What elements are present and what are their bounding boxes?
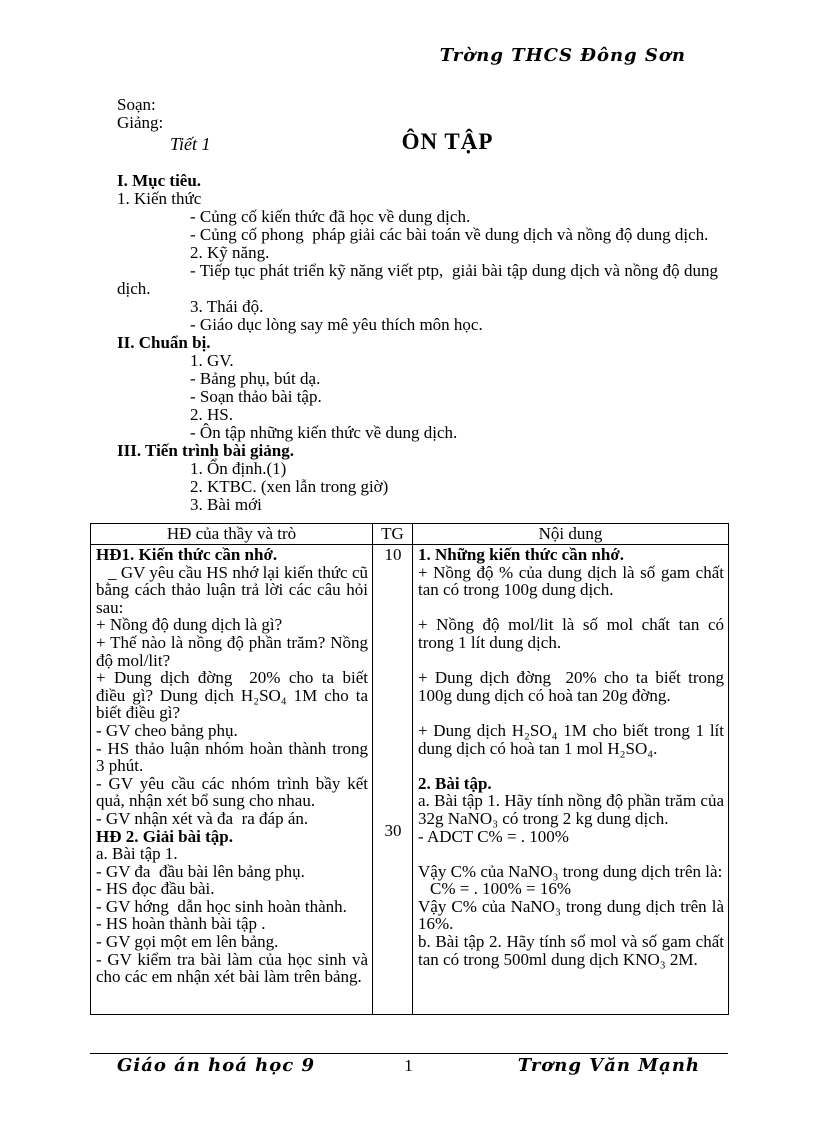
outline-item: - Soạn thảo bài tập. (190, 387, 322, 406)
lesson-activity-table (90, 523, 729, 1015)
col-header-time: TG (373, 524, 413, 545)
outline-item: - Giáo dục lòng say mê yêu thích môn học. (190, 315, 483, 334)
activity-line: - HS thảo luận nhóm hoàn thành trong 3 phút. (96, 738, 372, 776)
page-content (90, 0, 728, 1015)
content-cell (413, 545, 729, 1015)
section-heading-muc-tieu: I. Mục tiêu. (117, 171, 202, 190)
table-body-row (91, 545, 729, 1015)
lesson-meta (117, 96, 728, 132)
activity-line: - GV nhận xét và đa ra đáp án. (96, 808, 309, 828)
activity-line: + Nồng độ dung dịch là gì? (96, 615, 283, 635)
content-line: + Dung dịch đờng 20% cho ta biết trong 100g dung dịch có hoà tan 20g đờng. (418, 668, 728, 705)
giang-label: Giảng: (117, 113, 164, 132)
content-line: + Dung dịch H₂SO₄ 1M cho biết trong 1 lít dung dịch có hoà tan 1 mol H₂SO₄. (418, 720, 728, 758)
activity-line: - GV hớng dẫn học sinh hoàn thành. (96, 896, 347, 916)
outline-item: - Bảng phụ, bút dạ. (190, 369, 321, 388)
col-header-content: Nội dung (413, 524, 729, 545)
activity-line: - GV yêu cầu các nhóm trình bầy kết quả, nhận xét bổ sung cho nhau. (96, 773, 372, 811)
content-line: + Nồng độ mol/lit là số mol chất tan có trong 1 lít dung dịch. (418, 615, 728, 652)
blank-line (418, 652, 724, 670)
title-row (117, 129, 728, 163)
lesson-outline (117, 171, 723, 514)
outline-item: - Ôn tập những kiến thức về dung dịch. (190, 423, 458, 442)
blank-line (418, 599, 724, 617)
time-value-1: 10 (384, 545, 402, 564)
blank-line (418, 757, 724, 775)
outline-item: 3. Bài mới (190, 495, 262, 514)
activity-cell (91, 545, 373, 1015)
outline-item: - Tiếp tục phát triển kỹ năng viết ptp, giải bài tập dung dịch và nồng độ dung dịch. (117, 261, 723, 298)
soan-label: Soạn: (117, 95, 156, 114)
activity-line: - GV kiểm tra bài làm của học sinh và cho các em nhận xét bài làm trên bảng. (96, 949, 372, 987)
page-footer (90, 1053, 728, 1075)
activity-heading-2: HĐ 2. Giải bài tập. (96, 826, 233, 846)
activity-line: + Dung dịch đờng 20% cho ta biết điều gì? Dung dịch H₂SO₄ 1M cho ta biết điều gì? (96, 668, 372, 723)
activity-line: - GV cheo bảng phụ. (96, 720, 238, 740)
outline-item: 3. Thái độ. (190, 297, 264, 316)
outline-item: 2. Kỹ năng. (190, 243, 270, 262)
content-line: + Nồng độ % của dung dịch là số gam chất tan có trong 100g dung dịch. (418, 562, 728, 600)
page-number: 1 (404, 1056, 413, 1075)
section-heading-chuan-bi: II. Chuẩn bị. (117, 333, 211, 352)
content-line: b. Bài tập 2. Hãy tính số mol và số gam chất tan có trong 500ml dung dịch KNO₃ 2M. (418, 932, 728, 969)
activity-line: _ GV yêu cầu HS nhớ lại kiến thức cũ bằng cách thảo luận trả lời các câu hỏi sau: (96, 562, 372, 617)
outline-item: 2. KTBC. (xen lẫn trong giờ) (190, 477, 389, 496)
content-line: Vậy C% của NaNO₃ trong dung dịch trên là: (418, 861, 723, 881)
lesson-number: Tiết 1 (170, 134, 211, 154)
outline-item: 1. GV. (190, 351, 234, 370)
outline-item: 2. HS. (190, 405, 233, 424)
section-heading-tien-trinh: III. Tiến trình bài giảng. (117, 441, 294, 460)
content-line: - ADCT C% = . 100% (418, 826, 569, 846)
content-heading-2: 2. Bài tập. (418, 773, 492, 793)
school-name: Trờng THCS Đông Sơn (439, 45, 686, 66)
activity-heading-1: HĐ1. Kiến thức cần nhớ. (96, 545, 278, 564)
footer-document-name: Giáo án hoá học 9 (117, 1055, 316, 1076)
activity-line: + Thế nào là nồng độ phần trăm? Nồng độ mol/lit? (96, 632, 372, 670)
col-header-activity: HĐ của thầy và trò (91, 524, 373, 545)
time-cell (373, 545, 413, 1015)
page-title: ÔN TẬP (401, 129, 494, 154)
outline-item: - Củng cố phong pháp giải các bài toán về dung dịch và nồng độ dung dịch. (190, 225, 709, 244)
time-value-2: 30 (384, 820, 402, 840)
activity-line: - HS hoàn thành bài tập . (96, 914, 266, 934)
content-line: C% = . 100% = 16% (430, 879, 571, 899)
footer-author-name: Trơng Văn Mạnh (517, 1055, 700, 1076)
activity-line: - GV đa đầu bài lên bảng phụ. (96, 861, 305, 881)
blank-line (418, 845, 724, 863)
outline-item: 1. Kiến thức (117, 189, 202, 208)
content-line: a. Bài tập 1. Hãy tính nồng độ phần trăm của 32g NaNO₃ có trong 2 kg dung dịch. (418, 791, 728, 828)
outline-item: 1. Ổn định.(1) (190, 459, 287, 478)
table-header-row (91, 524, 729, 545)
activity-line: a. Bài tập 1. (96, 844, 178, 864)
content-heading-1: 1. Những kiến thức cần nhớ. (418, 545, 625, 564)
blank-line (418, 704, 724, 722)
content-line: Vậy C% của NaNO₃ trong dung dịch trên là 16%. (418, 896, 728, 934)
activity-line: - GV gọi một em lên bảng. (96, 932, 279, 952)
outline-item: - Củng cố kiến thức đã học về dung dịch. (190, 207, 471, 226)
activity-line: - HS đọc đầu bài. (96, 879, 215, 899)
